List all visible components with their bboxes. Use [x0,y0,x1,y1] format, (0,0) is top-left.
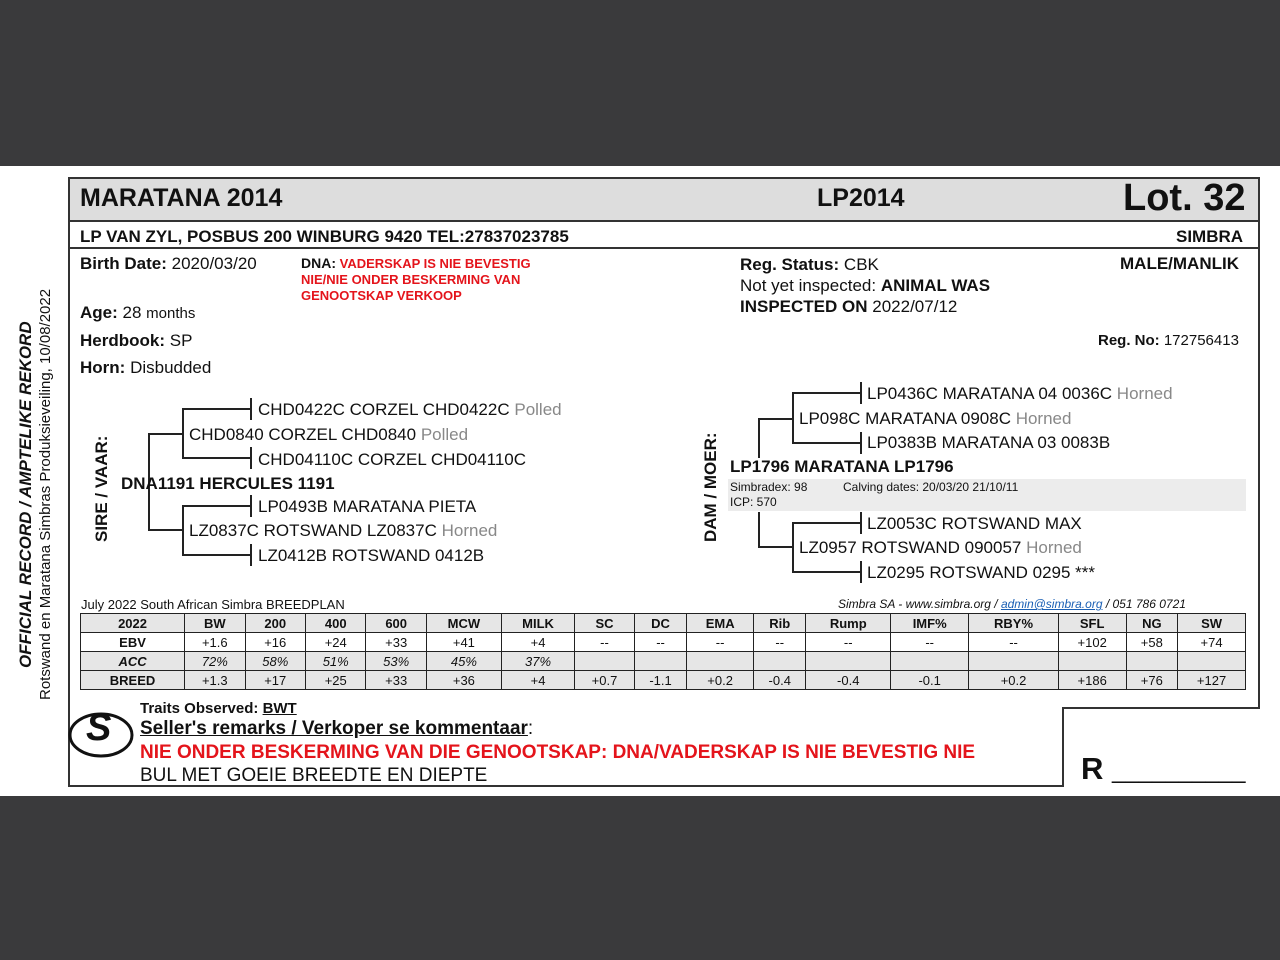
traits-value: BWT [262,700,297,717]
dam-sire-dam-line [792,442,860,444]
dam-sire-line [182,505,250,507]
dam-dam-bracket [792,522,794,572]
dna-label: DNA: [301,255,336,271]
column-header: SFL [1058,614,1126,633]
remarks-title-text: Seller's remarks / Verkoper se kommentaar [140,718,528,739]
dam-dam-sire-line [792,522,860,524]
sire-dam-dam-name: LZ0412B ROTSWAND 0412B [258,546,485,565]
table-cell: +127 [1178,671,1246,690]
table-header-row [81,614,1246,633]
sire-dam-parent-entry [189,521,497,541]
table-cell: -- [806,633,891,652]
horn-label: Horn: [80,358,126,377]
table-cell: +24 [305,633,365,652]
table-cell: +16 [245,633,305,652]
birth-date-value: 2020/03/20 [171,254,257,273]
sire-dam-name: CHD04110C CORZEL CHD04110C [258,450,527,469]
traits-label: Traits Observed: [140,700,259,717]
breeder-address: LP VAN ZYL, POSBUS 200 WINBURG 9420 TEL:27837023785 [80,227,569,246]
table-row-breed [81,671,1246,690]
sire-dam-entry [258,450,526,470]
dam-sire-note: Horned [1015,409,1072,428]
column-header: 600 [366,614,426,633]
table-cell: +25 [305,671,365,690]
table-cell: +33 [366,671,426,690]
table-cell: 51% [305,652,365,671]
table-cell: 72% [185,652,245,671]
inspection-bold-1: ANIMAL WAS [880,276,991,295]
dam-dam-name: LZ0957 ROTSWAND 090057 [799,538,1022,557]
table-cell: -- [754,633,806,652]
dam-sire-bracket [792,392,794,443]
dam-icp: ICP: 570 [730,495,777,509]
dam-sire-tick [250,495,252,517]
sire-sire-bracket [182,408,184,458]
inspection-bold-2: INSPECTED ON [740,297,868,316]
sire-name: DNA1191 HERCULES 1191 [121,474,335,493]
sire-sire-entry [258,400,562,420]
table-cell: 53% [366,652,426,671]
age-label: Age: [80,303,118,322]
table-cell [806,652,891,671]
column-header: NG [1126,614,1178,633]
dam-side-bracket [182,505,184,555]
dam-dam-dam-entry [867,563,1095,583]
sire-sire-tick [250,398,252,420]
table-cell: +1.6 [185,633,245,652]
reg-no [1098,332,1239,349]
dam-sire-dam-name: LP0383B MARATANA 03 0083B [867,433,1111,452]
age-unit: months [146,305,196,322]
dam-dam-line [182,554,250,556]
table-cell [754,652,806,671]
dam-sire-sire-tick [860,382,862,404]
dam-dam-dam-tick [860,561,862,583]
dam-upper-bracket [758,418,760,458]
row-label: BREED [81,671,185,690]
column-header: SW [1178,614,1246,633]
animal-code: LP2014 [817,184,905,212]
sire-sire-parent-note: Polled [420,425,469,444]
price-currency: R [1081,751,1104,786]
auction-label: Rotswand en Maratana Simbras Produksieveiling, 10/08/2022 [37,288,54,700]
table-cell: -- [891,633,969,652]
sire-dam-dam-entry [258,546,484,566]
dam-dam-sire-name: LZ0053C ROTSWAND MAX [867,514,1082,533]
dam-dam-tick [250,544,252,566]
sire-dam-parent-name: LZ0837C ROTSWAND LZ0837C [189,521,437,540]
simbra-contact [838,597,1186,611]
sire-dam-sire-entry [258,497,476,517]
table-cell: +0.2 [969,671,1059,690]
official-record-label: OFFICIAL RECORD / AMPTELIKE REKORD [16,321,35,668]
sire-sire-parent-entry [189,425,468,445]
column-header: DC [634,614,686,633]
table-cell: 58% [245,652,305,671]
header-divider [68,220,1260,222]
sire-sire-note: Polled [514,400,562,419]
sire-dam-tick [250,447,252,469]
dam-dam-sire-tick [860,512,862,534]
dam-upper-line [758,418,794,420]
reg-status-value: CBK [843,255,879,274]
birth-date-label: Birth Date: [80,254,167,273]
dam-simbradex: Simbradex: 98 [730,480,808,494]
column-header: MCW [426,614,501,633]
dam-side-label: DAM / MOER: [701,432,720,542]
table-cell: +17 [245,671,305,690]
table-cell: +33 [366,633,426,652]
dam-sire-dam-tick [860,432,862,454]
column-header: RBY% [969,614,1059,633]
dam-lower-line [758,546,794,548]
dam-lower-bracket [758,512,760,548]
dam-calving-dates: Calving dates: 20/03/20 21/10/11 [843,480,1019,494]
table-cell [891,652,969,671]
table-cell [969,652,1059,671]
horn-value: Disbudded [130,358,212,377]
age-value: 28 [122,303,142,322]
table-cell [1058,652,1126,671]
table-cell: +41 [426,633,501,652]
herdbook-label: Herdbook: [80,331,165,350]
birth-date [80,254,257,274]
row-label: EBV [81,633,185,652]
table-cell: +0.7 [575,671,635,690]
table-cell: -0.4 [806,671,891,690]
sire-side-label: SIRE / VAAR: [92,435,111,542]
column-header: SC [575,614,635,633]
column-header: 400 [305,614,365,633]
sire-sire-line [182,408,250,410]
table-cell: +76 [1126,671,1178,690]
traits-observed [140,700,297,717]
registration-status [740,254,990,317]
remarks-red-line: NIE ONDER BESKERMING VAN DIE GENOOTSKAP: DNA/VADERSKAP IS NIE BEVESTIG NIE [140,742,976,763]
column-header: 2022 [81,614,185,633]
contact-prefix: Simbra SA - www.simbra.org / [838,597,998,611]
contact-email-link[interactable]: admin@simbra.org [1000,597,1103,611]
dam-sire-sire-note: Horned [1116,384,1173,403]
table-cell: +74 [1178,633,1246,652]
table-cell: +36 [426,671,501,690]
dna-line-2: NIE/NIE ONDER BESKERMING VAN [301,272,521,287]
dam-sire-entry [799,409,1071,429]
breedplan-table [80,613,1246,690]
inspection-prefix: Not yet inspected: [740,276,877,295]
lot-number: Lot. 32 [1123,177,1246,219]
animal-name: MARATANA 2014 [80,184,283,212]
table-row-ebv [81,633,1246,652]
reg-status-label: Reg. Status: [740,255,840,274]
age [80,303,195,323]
table-cell: +186 [1058,671,1126,690]
reg-no-value: 172756413 [1163,332,1239,349]
dam-sire-sire-entry [867,384,1173,404]
horn [80,358,211,378]
sex: MALE/MANLIK [1120,254,1239,273]
dna-line-1: VADERSKAP IS NIE BEVESTIG [339,256,531,271]
column-header: IMF% [891,614,969,633]
row-label: ACC [81,652,185,671]
remarks-black-line: BUL MET GOEIE BREEDTE EN DIEPTE [140,765,488,786]
sire-dam-line [182,457,250,459]
dam-sire-sire-line [792,392,860,394]
table-cell [1126,652,1178,671]
dam-sire-name: LP098C MARATANA 0908C [799,409,1011,428]
table-cell: -0.1 [891,671,969,690]
table-cell: +102 [1058,633,1126,652]
table-cell: -- [969,633,1059,652]
sire-dam-sire-name: LP0493B MARATANA PIETA [258,497,477,516]
column-header: MILK [501,614,574,633]
dam-name: LP1796 MARATANA LP1796 [730,457,954,476]
table-cell: +0.2 [687,671,754,690]
contact-phone: / 051 786 0721 [1105,597,1186,611]
table-cell [687,652,754,671]
column-header: Rump [806,614,891,633]
breed-name: SIMBRA [1176,227,1244,246]
column-header: Rib [754,614,806,633]
sire-dam-parent-note: Horned [441,521,498,540]
inspection-date: 2022/07/12 [872,297,958,316]
sire-bracket-bottom [148,529,184,531]
breedplan-title: July 2022 South African Simbra BREEDPLAN [81,597,345,612]
column-header: EMA [687,614,754,633]
table-cell: -- [687,633,754,652]
table-cell [1178,652,1246,671]
dam-dam-dam-line [792,571,860,573]
table-cell: +4 [501,671,574,690]
dam-dam-dam-name: LZ0295 ROTSWAND 0295 *** [867,563,1096,582]
table-cell: -0.4 [754,671,806,690]
table-cell: +58 [1126,633,1178,652]
column-header: 200 [245,614,305,633]
reg-no-label: Reg. No: [1098,332,1160,349]
remarks-title-colon: : [527,718,534,739]
breeder-divider [68,247,1260,249]
table-cell [575,652,635,671]
herdbook [80,331,192,351]
sire-sire-parent-name: CHD0840 CORZEL CHD0840 [189,425,417,444]
dna-status [301,255,531,304]
table-cell: 45% [426,652,501,671]
herdbook-value: SP [169,331,193,350]
column-header: BW [185,614,245,633]
sire-sire-name: CHD0422C CORZEL CHD0422C [258,400,510,419]
table-cell [634,652,686,671]
sire-bracket-top [148,433,184,435]
dam-dam-note: Horned [1026,538,1082,557]
table-row-acc [81,652,1246,671]
table-cell: -- [575,633,635,652]
table-cell: +4 [501,633,574,652]
dam-dam-sire-entry [867,514,1082,534]
remarks-title [140,718,533,740]
dna-line-3: GENOOTSKAP VERKOOP [301,288,462,303]
table-cell: -1.1 [634,671,686,690]
table-cell: 37% [501,652,574,671]
simbra-logo-letter: S [86,707,112,749]
dam-sire-sire-name: LP0436C MARATANA 04 0036C [867,384,1113,403]
dam-dam-entry [799,538,1082,558]
dam-sire-dam-entry [867,433,1110,453]
price-blank[interactable]: __________ [1112,757,1246,784]
table-cell: -- [634,633,686,652]
table-cell: +1.3 [185,671,245,690]
